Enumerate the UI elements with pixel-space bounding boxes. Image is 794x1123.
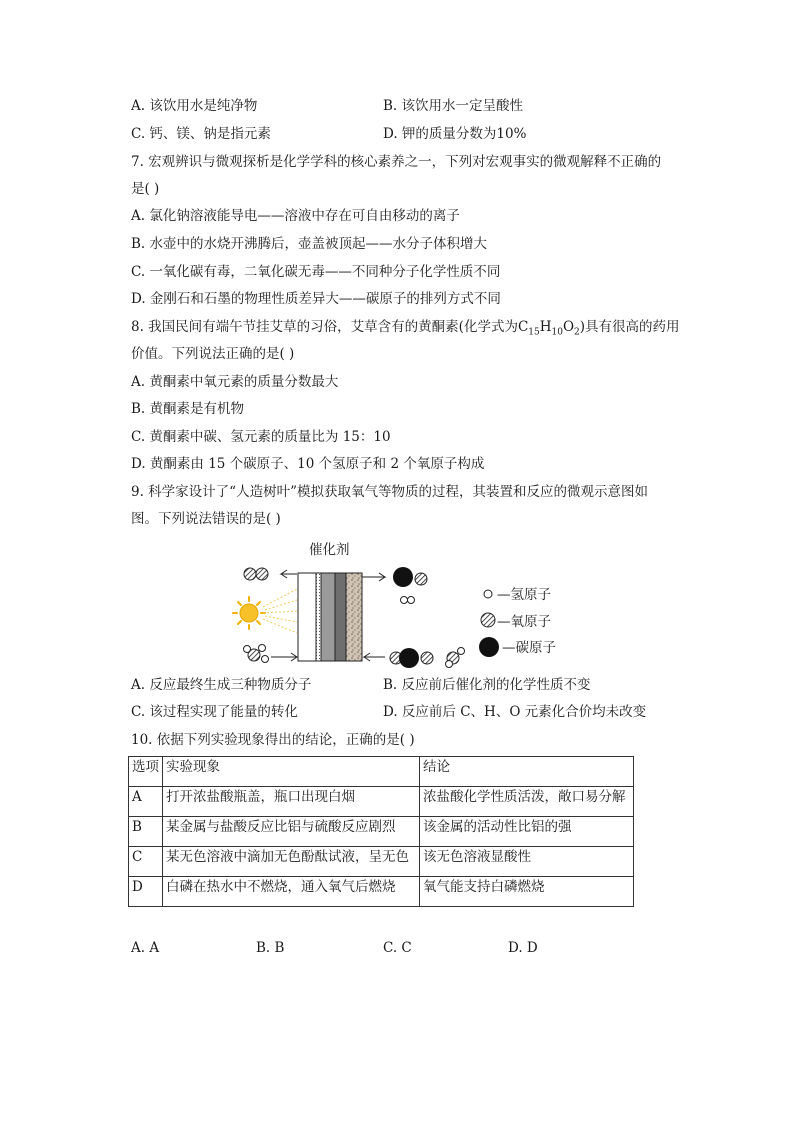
q10-option-b: B. B (256, 940, 285, 956)
table-cell: 某无色溶液中滴加无色酚酞试液，呈无色 (163, 847, 420, 877)
device-layer-5 (346, 573, 362, 661)
table-cell: C (129, 847, 163, 877)
table-row (129, 847, 634, 877)
device-layer-3 (321, 573, 335, 661)
table-cell: 该无色溶液显酸性 (420, 847, 634, 877)
legend-hydrogen-label: —氢原子 (497, 587, 551, 603)
sun-icon (233, 589, 297, 633)
q8-formula-h-count: 10 (551, 327, 563, 338)
catalyst-label: 催化剂 (309, 542, 350, 558)
legend-hydrogen (484, 587, 551, 603)
header-option: 选项 (129, 757, 163, 787)
q10-option-a: A. A (131, 940, 160, 956)
q8-formula-o: O (562, 319, 575, 335)
table-row (129, 787, 634, 817)
arrow-left-icon-bottom (364, 653, 385, 661)
q8-option-b: B. 黄酮素是有机物 (131, 401, 245, 417)
q8-stem-post: )具有很高的药用 (579, 319, 680, 335)
q6-option-b: B. 该饮用水一定呈酸性 (383, 98, 524, 114)
q9-option-b: B. 反应前后催化剂的化学性质不变 (383, 677, 591, 693)
q8-option-d: D. 黄酮素由 15 个碳原子、10 个氢原子和 2 个氧原子构成 (131, 456, 485, 472)
q6-option-d: D. 钾的质量分数为10% (383, 126, 527, 142)
table-cell: B (129, 817, 163, 847)
table-header-row (129, 757, 634, 787)
header-phenomenon: 实验现象 (163, 757, 420, 787)
q7-option-c: C. 一氧化碳有毒，二氧化碳无毒——不同种分子化学性质不同 (131, 264, 501, 280)
q8-formula-h: H (539, 319, 552, 335)
table-cell: D (129, 877, 163, 907)
arrow-left-icon (281, 570, 297, 578)
q9-option-c: C. 该过程实现了能量的转化 (131, 704, 298, 720)
table-cell: A (129, 787, 163, 817)
q7-option-d: D. 金刚石和石墨的物理性质差异大——碳原子的排列方式不同 (131, 291, 501, 307)
arrow-right-icon-top (362, 573, 385, 581)
water-molecule-input (244, 645, 269, 663)
table-row (129, 817, 634, 847)
hydrogen-molecule (401, 597, 415, 604)
oxygen-molecule-output (244, 568, 268, 580)
q9-stem-line2: 图。下列说法错误的是( ) (131, 511, 281, 527)
q10-stem: 10. 依据下列实验现象得出的结论，正确的是( ) (131, 732, 415, 748)
q9-stem-line1: 9. 科学家设计了“人造树叶”模拟获取氧气等物质的过程，其装置和反应的微观示意图如 (131, 484, 648, 500)
device-layer-2 (316, 573, 321, 661)
table-cell: 打开浓盐酸瓶盖，瓶口出现白烟 (163, 787, 420, 817)
q6-option-c: C. 钙、镁、钠是指元素 (131, 126, 271, 142)
q8-formula-o-count: 2 (574, 327, 580, 338)
water-molecule-right (446, 648, 465, 668)
q8-option-a: A. 黄酮素中氧元素的质量分数最大 (131, 374, 339, 390)
device-layer-1 (298, 573, 316, 661)
q7-option-a: A. 氯化钠溶液能导电——溶液中存在可自由移动的离子 (131, 208, 460, 224)
q10-option-c: C. C (383, 940, 412, 956)
experiment-table (128, 756, 634, 907)
legend-carbon (479, 637, 556, 657)
legend-oxygen-label: —氧原子 (497, 614, 551, 630)
table-cell: 该金属的活动性比铝的强 (420, 817, 634, 847)
header-conclusion: 结论 (420, 757, 634, 787)
table-row (129, 877, 634, 907)
q9-option-d: D. 反应前后 C、H、O 元素化合价均未改变 (383, 704, 647, 720)
q6-option-a: A. 该饮用水是纯净物 (131, 98, 258, 114)
q8-stem-line2: 价值。下列说法正确的是( ) (131, 346, 295, 362)
q8-stem-line1 (131, 318, 680, 342)
q7-stem-line2: 是( ) (131, 181, 160, 197)
artificial-leaf-figure (225, 537, 585, 677)
q10-option-d: D. D (508, 940, 538, 956)
carbon-dioxide-molecule (390, 648, 433, 668)
table-cell: 白磷在热水中不燃烧，通入氧气后燃烧 (163, 877, 420, 907)
q8-stem-pre: 8. 我国民间有端午节挂艾草的习俗，艾草含有的黄酮素(化学式为C (131, 319, 529, 335)
artificial-leaf-diagram (225, 537, 585, 677)
q8-formula-c-count: 15 (528, 327, 540, 338)
legend-oxygen (481, 613, 551, 630)
legend-carbon-label: —碳原子 (502, 640, 556, 656)
q7-option-b: B. 水壶中的水烧开沸腾后，壶盖被顶起——水分子体积增大 (131, 236, 488, 252)
q7-stem-line1: 7. 宏观辨识与微观探析是化学学科的核心素养之一，下列对宏观事实的微观解释不正确的 (131, 154, 662, 170)
device-layer-4 (335, 573, 346, 661)
carbon-monoxide-molecule (393, 567, 427, 587)
table-cell: 氧气能支持白磷燃烧 (420, 877, 634, 907)
table-cell: 某金属与盐酸反应比铝与硫酸反应剧烈 (163, 817, 420, 847)
table-cell: 浓盐酸化学性质活泼，敞口易分解 (420, 787, 634, 817)
q9-option-a: A. 反应最终生成三种物质分子 (131, 677, 312, 693)
q8-option-c: C. 黄酮素中碳、氢元素的质量比为 15：10 (131, 429, 391, 445)
arrow-right-icon (271, 653, 297, 661)
